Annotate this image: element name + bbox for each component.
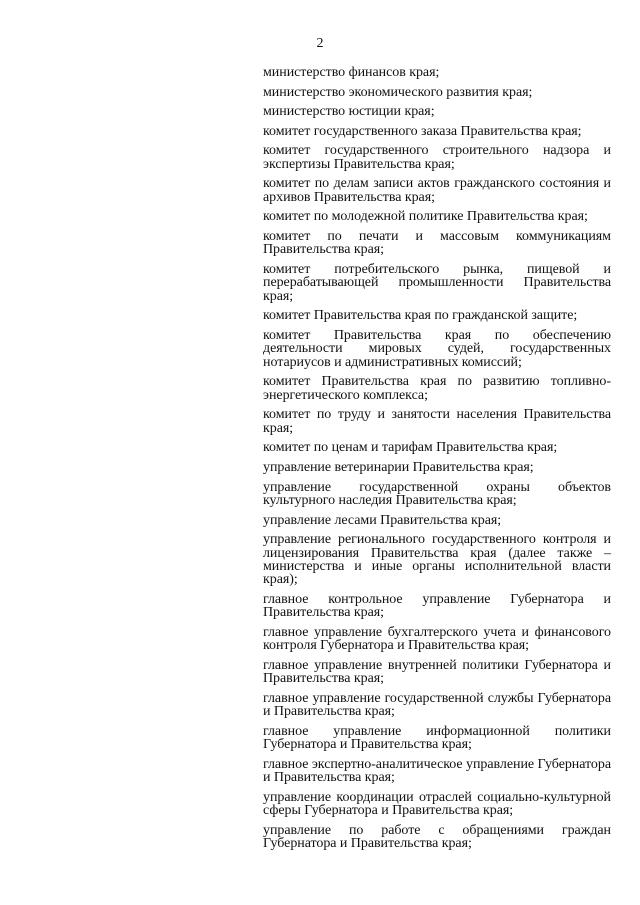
list-item: главное экспертно-аналитическое управление Губернатора и Правительства края; — [263, 756, 611, 786]
list-item: комитет по ценам и тарифам Правительства края; — [263, 440, 558, 456]
list-item: главное управление информационной политики Губернатора и Правительства края; — [263, 723, 611, 753]
list-item: комитет Правительства края по гражданской защите; — [263, 308, 578, 324]
page-number: 2 — [316, 36, 324, 51]
list-item: комитет Правительства края по обеспечению деятельности мировых судей, государственных нотариусов и административных комиссий; — [263, 327, 611, 370]
list-item: комитет по труду и занятости населения Правительства края; — [263, 407, 611, 436]
list-item: министерство финансов края; — [263, 65, 440, 80]
list-item: комитет государственного строительного надзора и экспертизы Правительства края; — [263, 143, 611, 172]
list-item: управление координации отраслей социально-культурной сферы Губернатора и Правительства края; — [263, 789, 611, 819]
list-item: управление по работе с обращениями граждан Губернатора и Правительства края; — [263, 822, 611, 852]
list-item: главное управление внутренней политики Губернатора и Правительства края; — [263, 657, 611, 687]
list-item: комитет Правительства края по развитию топливно-энергетического комплекса; — [263, 374, 611, 403]
list-item: управление регионального государственного контроля и лицензирования Правительства края (далее также – министерства и иные органы исполнительной власти края); — [263, 532, 611, 588]
list-item: главное управление государственной службы Губернатора и Правительства края; — [263, 690, 611, 720]
list-item: комитет государственного заказа Правительства края; — [263, 123, 582, 139]
list-item: комитет по печати и массовым коммуникациям Правительства края; — [263, 228, 611, 258]
list-item: комитет потребительского рынка, пищевой и перерабатывающей промышленности Правительства края; — [263, 261, 611, 304]
agency-list — [263, 66, 611, 857]
list-item: комитет по молодежной политике Правительства края; — [263, 209, 588, 225]
list-item: главное контрольное управление Губернатора и Правительства края; — [263, 591, 611, 621]
list-item: комитет по делам записи актов гражданского состояния и архивов Правительства края; — [263, 176, 611, 205]
list-item: управление ветеринарии Правительства края; — [263, 459, 534, 475]
list-item: министерство экономического развития края; — [263, 84, 533, 100]
list-item: министерство юстиции края; — [263, 104, 435, 120]
list-item: главное управление бухгалтерского учета и финансового контроля Губернатора и Правительства края; — [263, 624, 611, 654]
list-item: управление государственной охраны объектов культурного наследия Правительства края; — [263, 479, 611, 508]
list-item: управление лесами Правительства края; — [263, 512, 502, 528]
